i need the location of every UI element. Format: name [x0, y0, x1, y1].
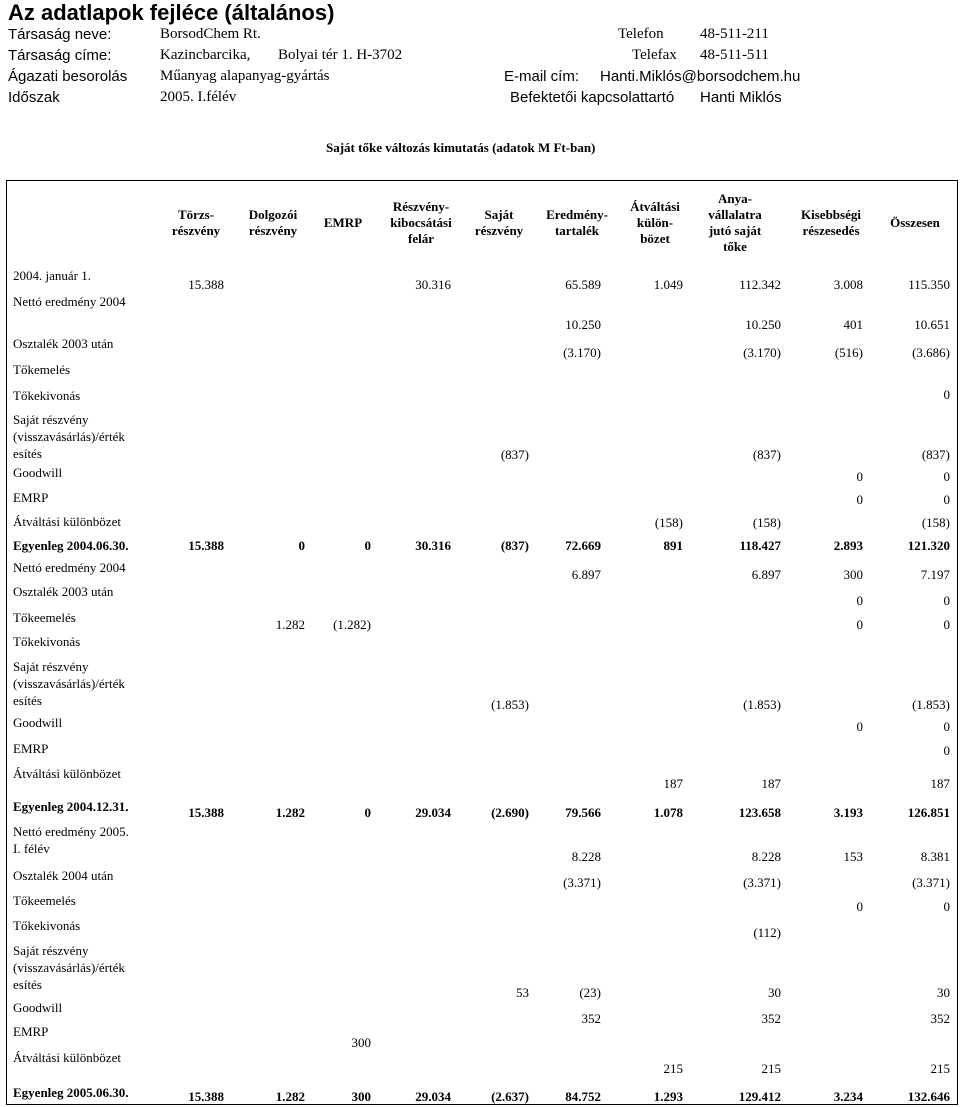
table-cell: 215 [761, 1061, 781, 1076]
table-cell: 0 [298, 538, 305, 553]
table-cell: 30.316 [415, 538, 451, 553]
table-cell: 1.078 [653, 805, 683, 820]
column-header: Törzs- részvény [171, 207, 221, 238]
table-cell: 0 [943, 743, 950, 758]
header-value: BorsodChem Rt. [160, 26, 261, 42]
table-cell: 187 [930, 776, 950, 791]
header-label: Társaság címe: [8, 47, 112, 64]
table-cell: 29.034 [415, 1089, 451, 1104]
row-label: Nettó eredmény 2004 [13, 294, 126, 309]
table-cell: 29.034 [415, 805, 451, 820]
balance-row-label: Egyenleg 2004.06.30. [13, 538, 129, 553]
table-cell: 0 [943, 492, 950, 507]
table-cell: 7.197 [920, 567, 950, 582]
table-cell: (3.371) [563, 875, 601, 890]
column-header: Eredmény- tartalék [546, 207, 608, 238]
row-label: Tőkekivonás [13, 918, 81, 933]
header-contact-label: Befektetői kapcsolattartó [510, 89, 675, 106]
table-cell: 6.897 [751, 567, 781, 582]
row-label: Goodwill [13, 715, 63, 730]
statement-subtitle: Saját tőke változás kimutatás (adatok M Ft-ban) [326, 140, 596, 155]
column-header: EMRP [323, 215, 363, 230]
table-cell: (3.170) [563, 345, 601, 360]
table-cell: 300 [351, 1035, 371, 1050]
table-cell: 0 [364, 805, 371, 820]
table-cell: 0 [943, 899, 950, 914]
table-cell: 132.646 [907, 1089, 950, 1104]
table-cell: 0 [943, 387, 950, 402]
table-cell: (2.637) [491, 1089, 529, 1104]
table-cell: (837) [500, 447, 529, 462]
table-cell: 0 [943, 593, 950, 608]
table-cell: (837) [921, 447, 950, 462]
table-cell: 1.049 [653, 277, 683, 292]
column-header: Átváltási külön- bözet [630, 199, 680, 246]
table-cell: 53 [516, 985, 529, 1000]
page-title: Az adatlapok fejléce (általános) [8, 0, 335, 25]
table-cell: 0 [943, 469, 950, 484]
header-contact-label: E-mail cím: [504, 68, 579, 85]
table-cell: 352 [930, 1011, 950, 1026]
row-label: EMRP [13, 1024, 49, 1039]
table-cell: 0 [856, 617, 863, 632]
table-cell: 300 [351, 1089, 371, 1104]
table-cell: (1.853) [743, 697, 781, 712]
table-cell: 891 [663, 538, 683, 553]
row-label: 2004. január 1. [13, 268, 91, 283]
row-label: Átváltási különbözet [13, 514, 121, 529]
table-cell: (158) [654, 515, 683, 530]
table-cell: (3.170) [743, 345, 781, 360]
row-label: Tőkemelés [13, 362, 71, 377]
table-cell: 121.320 [907, 538, 950, 553]
column-header: Anya- vállalatra jutó saját tőke [708, 191, 762, 254]
table-cell: 1.293 [653, 1089, 683, 1104]
table-cell: 8.228 [751, 849, 781, 864]
column-header: Összesen [890, 215, 940, 230]
table-cell: 30 [768, 985, 781, 1000]
table-cell: 15.388 [188, 805, 224, 820]
row-label: Átváltási különbözet [13, 1050, 121, 1065]
balance-row-label: Egyenleg 2004.12.31. [13, 799, 129, 814]
column-header: Saját részvény [474, 207, 524, 238]
table-cell: 3.193 [833, 805, 863, 820]
header-label: Társaság neve: [8, 26, 112, 43]
table-cell: 115.350 [908, 277, 950, 292]
table-cell: 10.250 [565, 317, 601, 332]
table-cell: (837) [500, 538, 529, 553]
table-cell: (837) [752, 447, 781, 462]
table-cell: 0 [856, 492, 863, 507]
table-cell: 126.851 [907, 805, 950, 820]
table-cell: 0 [943, 617, 950, 632]
table-cell: 10.651 [914, 317, 950, 332]
row-label: Nettó eredmény 2005. I. félév [13, 824, 129, 856]
table-cell: 215 [930, 1061, 950, 1076]
row-label: Tőkekivonás [13, 388, 81, 403]
table-cell: (23) [579, 985, 601, 1000]
table-cell: 10.250 [745, 317, 781, 332]
row-label: Tőkekivonás [13, 634, 81, 649]
table-cell: (3.371) [743, 875, 781, 890]
table-cell: 0 [856, 593, 863, 608]
table-cell: 153 [843, 849, 863, 864]
table-cell: (158) [752, 515, 781, 530]
balance-row-label: Egyenleg 2005.06.30. [13, 1085, 129, 1100]
row-label: Tőkeemelés [13, 893, 76, 908]
column-header: Kisebbségi részesedés [801, 207, 861, 238]
table-cell: 1.282 [275, 805, 305, 820]
table-cell: 30 [937, 985, 950, 1000]
table-cell: (1.853) [912, 697, 950, 712]
table-cell: 30.316 [415, 277, 451, 292]
column-header: Részvény- kibocsátási felár [390, 199, 452, 246]
table-cell: 84.752 [565, 1089, 601, 1104]
table-cell: (2.690) [491, 805, 529, 820]
row-label: Goodwill [13, 1000, 63, 1015]
table-cell: 15.388 [188, 277, 224, 292]
table-cell: (1.282) [333, 617, 371, 632]
row-label: Osztalék 2003 után [13, 336, 114, 351]
table-cell: 2.893 [833, 538, 863, 553]
table-cell: 187 [663, 776, 683, 791]
table-cell: 123.658 [738, 805, 781, 820]
row-label: Osztalék 2004 után [13, 868, 114, 883]
row-label: Átváltási különbözet [13, 766, 121, 781]
table-cell: (112) [753, 925, 781, 940]
row-label: Nettó eredmény 2004 [13, 560, 126, 575]
equity-statement-table [6, 180, 958, 1105]
header-label: Időszak [8, 89, 60, 106]
table-cell: 352 [761, 1011, 781, 1026]
table-cell: 1.282 [275, 1089, 305, 1104]
table-cell: (516) [834, 345, 863, 360]
header-address: Bolyai tér 1. H-3702 [278, 47, 403, 63]
table-cell: (158) [921, 515, 950, 530]
header-contact-value: Hanti Miklós [700, 89, 782, 106]
table-cell: (3.686) [912, 345, 950, 360]
table-cell: 300 [843, 567, 863, 582]
table-cell: 0 [943, 719, 950, 734]
table-cell: 112.342 [739, 277, 781, 292]
table-cell: 79.566 [565, 805, 601, 820]
row-label: Osztalék 2003 után [13, 584, 114, 599]
table-cell: 8.381 [920, 849, 950, 864]
header-value: Kazincbarcika, [160, 47, 251, 63]
header-value: 2005. I.félév [160, 89, 237, 105]
table-cell: 15.388 [188, 1089, 224, 1104]
row-label: Tőkeemelés [13, 610, 76, 625]
header-contact-label: Telefon [618, 26, 664, 42]
header-value: Műanyag alapanyag-gyártás [160, 68, 330, 84]
row-label: Goodwill [13, 465, 63, 480]
column-header: Dolgozói részvény [248, 207, 298, 238]
row-label: EMRP [13, 490, 49, 505]
table-cell: 0 [364, 538, 371, 553]
header-label: Ágazati besorolás [8, 68, 128, 85]
table-cell: 72.669 [565, 538, 601, 553]
header-contact-value: Hanti.Miklós@borsodchem.hu [600, 68, 801, 85]
table-cell: 118.427 [739, 538, 781, 553]
table-cell: 3.234 [833, 1089, 863, 1104]
table-cell: 65.589 [565, 277, 601, 292]
table-cell: 401 [843, 317, 863, 332]
table-cell: 187 [761, 776, 781, 791]
table-cell: (1.853) [491, 697, 529, 712]
table-cell: (3.371) [912, 875, 950, 890]
table-cell: 215 [663, 1061, 683, 1076]
table-cell: 0 [856, 899, 863, 914]
table-cell: 129.412 [738, 1089, 781, 1104]
row-label: Saját részvény (visszavásárlás)/érték esítés [13, 412, 125, 461]
header-contact-label: Telefax [632, 47, 677, 63]
table-cell: 352 [581, 1011, 601, 1026]
table-cell: 0 [856, 469, 863, 484]
row-label: EMRP [13, 741, 49, 756]
table-cell: 15.388 [188, 538, 224, 553]
header-contact-value: 48-511-511 [700, 47, 769, 63]
row-label: Saját részvény (visszavásárlás)/érték esítés [13, 659, 125, 708]
table-cell: 1.282 [275, 617, 305, 632]
header-contact-value: 48-511-211 [700, 26, 769, 42]
table-cell: 6.897 [571, 567, 601, 582]
row-label: Saját részvény (visszavásárlás)/érték esítés [13, 943, 125, 992]
table-cell: 0 [856, 719, 863, 734]
table-cell: 3.008 [833, 277, 863, 292]
table-cell: 8.228 [571, 849, 601, 864]
